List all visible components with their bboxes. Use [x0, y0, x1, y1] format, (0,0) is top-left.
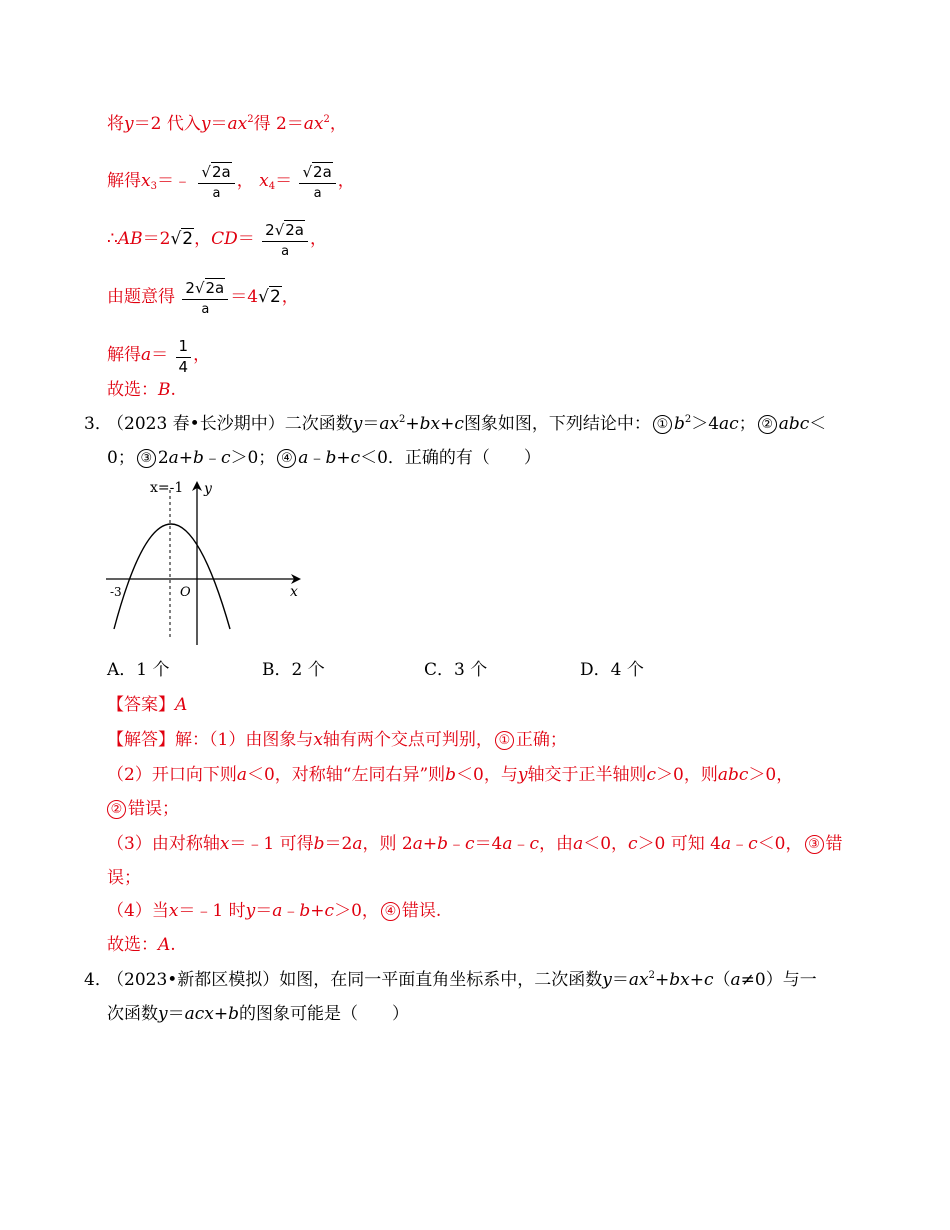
question-4-number: 4．: [84, 970, 112, 990]
question-4-line2: 次函数y＝acx+b的图象可能是（ ）: [107, 1004, 409, 1024]
solution-line2: （2）开口向下则a＜0，对称轴“左同右异”则b＜0，与y轴交于正半轴则c＞0，则abc＞0，: [107, 765, 794, 785]
y-axis-label: y: [204, 481, 212, 497]
solution-line4: （4）当x＝﹣1 时y＝a﹣b+c＞0， ④ 错误.: [107, 901, 442, 921]
sol2-line6: 故选：B.: [107, 380, 176, 400]
x-axis-label: x: [290, 584, 298, 600]
option-b: B．2 个: [262, 660, 325, 680]
parabola-curve: [114, 524, 230, 629]
solution-line5: 故选：A.: [107, 935, 176, 955]
question-4-line1: （2023•新都区模拟）如图，在同一平面直角坐标系中，二次函数$y=ax^2+bx+c(a\ne 0)$与一: [107, 970, 817, 990]
solution-line1: 【解答】解：（1）由图象与x轴有两个交点可判别， ① 正确；: [107, 730, 567, 750]
sol2-line3: ∴AB＝2√2，CD＝ $\frac{2√2a}{a}$ ，: [107, 220, 328, 259]
symmetry-axis-label: x=-1: [150, 480, 184, 496]
fraction-sqrt2a-over-a: $\frac{√2a}{a}$: [198, 162, 234, 202]
question-3-line2: 0； ③ 2a+b﹣c＞0； ④ a﹣b+c＜0．正确的有（ ）: [107, 448, 541, 468]
solution-line3: （3）由对称轴x＝﹣1 可得b＝2a，则 2a+b﹣c＝4a﹣c，由a＜0，c＞0 可知 4a﹣c＜0， ③ 错: [107, 834, 843, 854]
fraction-2sqrt2a-over-a: $\frac{2√2a}{a}$: [182, 278, 228, 318]
option-c: C．3 个: [424, 660, 488, 680]
sol2-line4: 由题意得 $\frac{2√2a}{a}$ ＝4√2，: [107, 278, 299, 317]
parabola-graph: [100, 475, 310, 650]
sol2-line5: 解得a＝ $\frac{1}{4}$ ，: [107, 336, 211, 376]
sol2-line2: 解得$x_3=﹣$ $\frac{√2a}{a}$ ， $x_4=$ $\frac{√2a}{a}$ ，: [107, 162, 355, 201]
fraction-sqrt2a-over-a: $\frac{√2a}{a}$: [299, 162, 335, 202]
fraction-2sqrt2a-over-a: $\frac{2√2a}{a}$: [262, 220, 308, 260]
fraction-1-over-4: $\frac{1}{4}$: [176, 336, 192, 376]
sol2-line1: 将y＝2 代入$y=ax^2$得 $2=ax^2$，: [107, 114, 347, 134]
option-d: D．4 个: [580, 660, 644, 680]
question-3-line1: （2023 春•长沙期中）二次函数$y=ax^2+bx+c$图象如图，下列结论中： ① $b^2>4ac$； ② abc＜: [107, 414, 827, 434]
answer-line: 【答案】A: [107, 695, 188, 715]
tick-label-minus3: -3: [110, 585, 122, 599]
origin-label: O: [180, 585, 191, 600]
solution-line3b: 误；: [107, 868, 141, 888]
question-3-number: 3．: [84, 414, 112, 434]
option-a: A．1 个: [107, 660, 170, 680]
solution-line2b: ② 错误；: [107, 797, 179, 821]
